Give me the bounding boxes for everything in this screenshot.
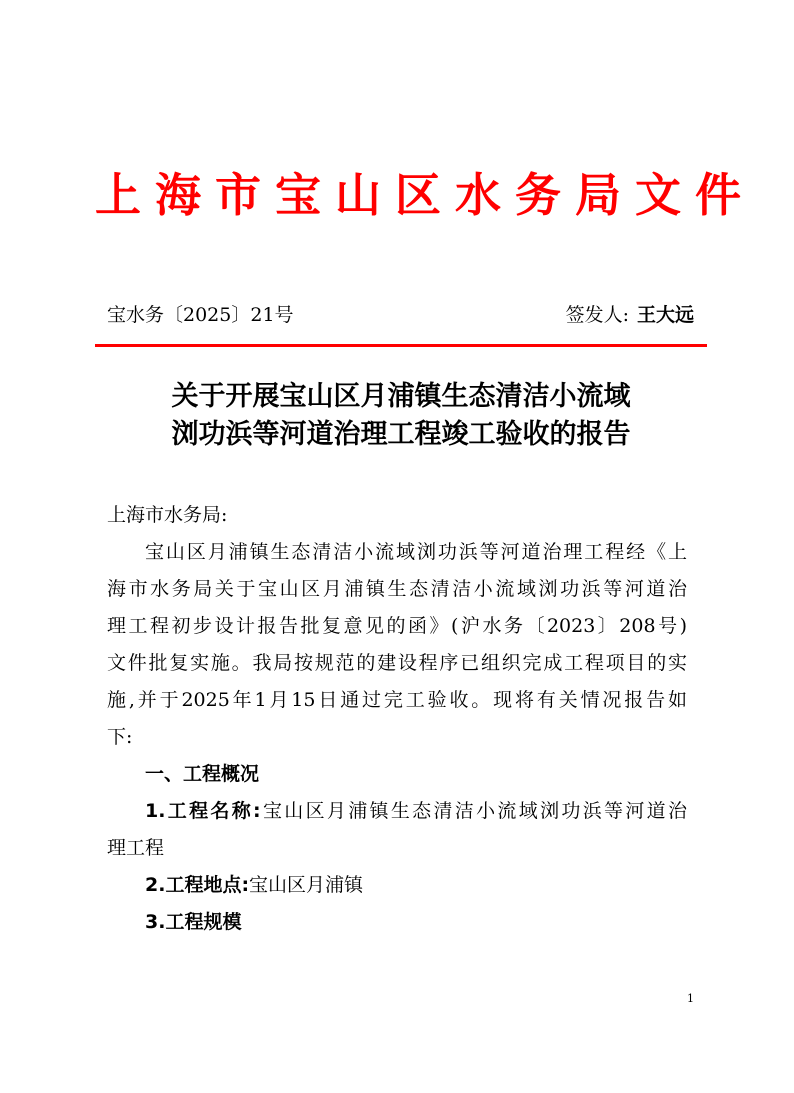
item-1-value: 宝山区月浦镇生态清洁小流域浏功浜等河道治 [260, 800, 687, 822]
signer [566, 302, 694, 328]
item-2 [107, 867, 687, 904]
paragraph-line: 海市水务局关于宝山区月浦镇生态清洁小流域浏功浜等河道治 [107, 578, 687, 600]
masthead-title: 上海市宝山区水务局文件 [95, 168, 755, 222]
paragraph-line: 施,并于2025年1月15日通过完工验收。现将有关情况报告如 [107, 689, 687, 711]
red-divider-line [95, 344, 707, 347]
signer-name: 王大远 [636, 304, 694, 326]
paragraph-line: 文件批复实施。我局按规范的建设程序已组织完成工程项目的实 [107, 652, 687, 674]
title-line-1: 关于开展宝山区月浦镇生态清洁小流域 [171, 381, 631, 412]
paragraph-1 [107, 534, 687, 756]
paragraph-line: 理工程初步设计报告批复意见的函》(沪水务〔2023〕208号) [107, 615, 687, 637]
item-1-label: 1.工程名称: [145, 800, 261, 822]
title-line-2: 浏功浜等河道治理工程竣工验收的报告 [171, 419, 631, 450]
paragraph-line: 宝山区月浦镇生态清洁小流域浏功浜等河道治理工程经《上 [145, 541, 687, 563]
item-2-label: 2.工程地点: [145, 874, 250, 896]
document-number: 宝水务〔2025〕21号 [107, 304, 294, 326]
signer-label: 签发人: [565, 304, 629, 326]
page-number: 1 [687, 992, 694, 1005]
item-1-line [107, 793, 687, 830]
item-3-heading: 3.工程规模 [145, 911, 242, 933]
salutation: 上海市水务局: [107, 504, 228, 526]
item-2-value: 宝山区月浦镇 [249, 874, 364, 896]
item-1-value-cont: 理工程 [107, 837, 165, 859]
section-heading-1: 一、工程概况 [145, 763, 260, 785]
item-1 [107, 793, 687, 867]
paragraph-line: 下: [107, 726, 133, 748]
document-title [95, 378, 707, 454]
document-body [107, 497, 687, 941]
